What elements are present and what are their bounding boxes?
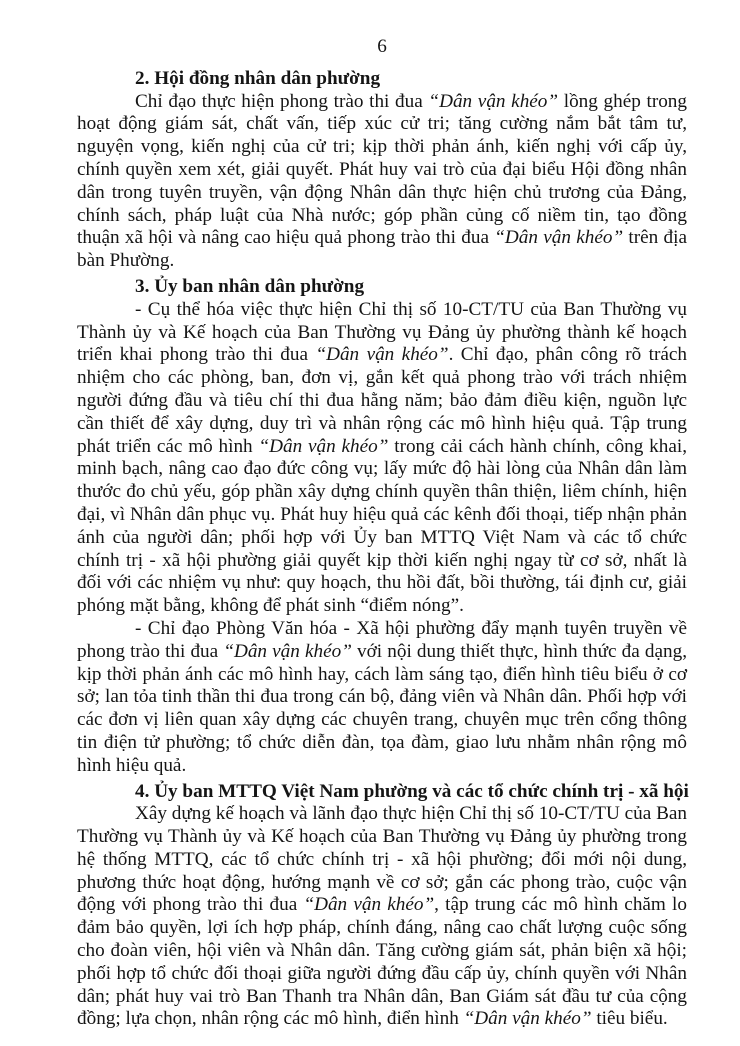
section-heading-4: 4. Ủy ban MTTQ Việt Nam phường và các tổ chức chính trị - xã hội — [135, 780, 689, 802]
page-number: 6 — [377, 36, 387, 57]
paragraph-uy-ban-nhan-dan-2: - Chỉ đạo Phòng Văn hóa - Xã hội phường đẩy mạnh tuyên truyền về phong trào thi đua “Dân vận khéo” với nội dung thiết thực, hình thức đa dạng, kịp thời phản ánh các mô hình hay, cách làm sáng tạo, điển hình tiêu biểu ở cơ sở; lan tỏa tinh thần thi đua trong cán bộ, đảng viên và Nhân dân. Phối hợp với các đơn vị liên quan xây dựng các chuyên trang, chuyên mục trên cổng thông tin điện tử phường; tổ chức diễn đàn, tọa đàm, giao lưu nhằm nhân rộng mô hình hiệu quả. — [77, 617, 687, 776]
paragraph-uy-ban-nhan-dan-1: - Cụ thể hóa việc thực hiện Chỉ thị số 10-CT/TU của Ban Thường vụ Thành ủy và Kế hoạch của Ban Thường vụ Đảng ủy phường thành kế hoạch triển khai phong trào thi đua “Dân vận khéo”. Chỉ đạo, phân công rõ trách nhiệm cho các phòng, ban, đơn vị, gắn kết quả phong trào với trách nhiệm người đứng đầu và tiêu chí thi đua hằng năm; bảo đảm điều kiện, nguồn lực cần thiết để xây dựng, duy trì và nhân rộng các mô hình hiệu quả. Tập trung phát triển các mô hình “Dân vận khéo” trong cải cách hành chính, công khai, minh bạch, nâng cao đạo đức công vụ; lấy mức độ hài lòng của Nhân dân làm thước đo chủ yếu, góp phần xây dựng chính quyền thân thiện, liêm chính, hiện đại, vì Nhân dân phục vụ. Phát huy hiệu quả các kênh đối thoại, tiếp nhận phản ánh của người dân; phối hợp với Ủy ban MTTQ Việt Nam và các tổ chức chính trị - xã hội phường giải quyết kịp thời kiến nghị ngay từ cơ sở, nhất là đối với các nhiệm vụ như: quy hoạch, thu hồi đất, bồi thường, tái định cư, giải phóng mặt bằng, không để phát sinh “điểm nóng”. — [77, 298, 687, 617]
paragraph-hoi-dong-nhan-dan: Chỉ đạo thực hiện phong trào thi đua “Dân vận khéo” lồng ghép trong hoạt động giám sát, chất vấn, tiếp xúc cử tri; tăng cường nắm bắt tâm tư, nguyện vọng, kiến nghị của cử tri; kịp thời phản ánh, kiến nghị với cấp ủy, chính quyền xem xét, giải quyết. Phát huy vai trò của đại biểu Hội đồng nhân dân trong tuyên truyền, vận động Nhân dân thực hiện chủ trương của Đảng, chính sách, pháp luật của Nhà nước; góp phần củng cố niềm tin, tạo đồng thuận xã hội và nâng cao hiệu quả phong trào thi đua “Dân vận khéo” trên địa bàn Phường. — [77, 90, 687, 272]
paragraph-mttq: Xây dựng kế hoạch và lãnh đạo thực hiện Chỉ thị số 10-CT/TU của Ban Thường vụ Thành ủy và Kế hoạch của Ban Thường vụ Đảng ủy phường trong hệ thống MTTQ, các tổ chức chính trị - xã hội phường; đổi mới nội dung, phương thức hoạt động, hướng mạnh về cơ sở; gắn các phong trào, cuộc vận động với phong trào thi đua “Dân vận khéo”, tập trung các mô hình chăm lo đảm bảo quyền, lợi ích hợp pháp, chính đáng, nâng cao chất lượng cuộc sống cho đoàn viên, hội viên và Nhân dân. Tăng cường giám sát, phản biện xã hội; phối hợp tổ chức đối thoại giữa người đứng đầu cấp ủy, chính quyền với Nhân dân; phát huy vai trò Ban Thanh tra Nhân dân, Ban Giám sát đầu tư của cộng đồng; lựa chọn, nhân rộng các mô hình, điển hình “Dân vận khéo” tiêu biểu. — [77, 803, 687, 1030]
section-heading-2: 2. Hội đồng nhân dân phường — [135, 67, 381, 89]
document-body — [77, 68, 687, 1031]
section-heading-3: 3. Ủy ban nhân dân phường — [135, 275, 365, 297]
